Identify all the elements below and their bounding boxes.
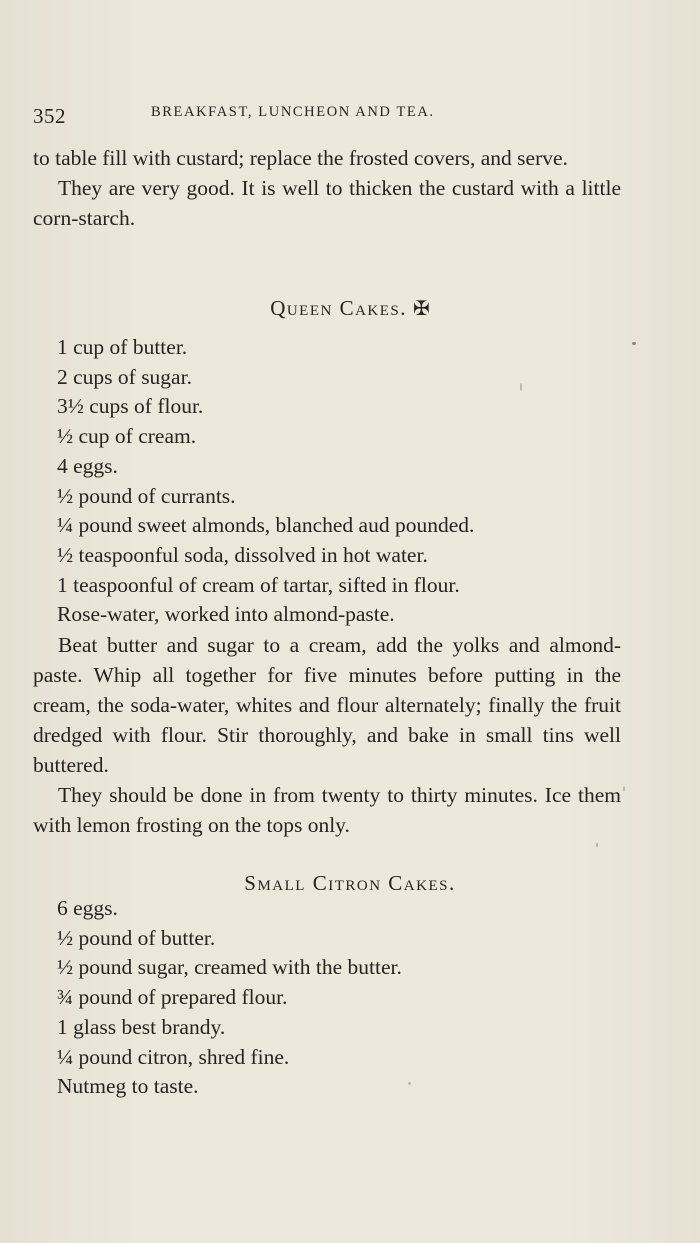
ingredient-item: Rose-water, worked into almond-paste.	[57, 602, 395, 627]
small-citron-cakes-heading	[0, 871, 700, 896]
ingredient-item: 1 glass best brandy.	[57, 1014, 226, 1039]
paper-speck	[623, 786, 625, 791]
small-citron-cakes-ingredient-list	[57, 894, 402, 1102]
ingredient-item: 2 cups of sugar.	[57, 364, 192, 389]
method-paragraph-2: They should be done in from twenty to thirty minutes. Ice them with lemon frosting on the tops only.	[33, 783, 621, 837]
queen-cakes-title: Queen Cakes.	[270, 296, 408, 320]
ingredient-item: ½ pound of currants.	[57, 483, 236, 508]
ingredient-item: ½ pound of butter.	[57, 925, 216, 950]
method-paragraph-1: Beat butter and sugar to a cream, add the yolks and almond-paste. Whip all together for five minutes before putting in the cream, the soda-water, whites and flour alternately; finally the fruit dredged with flour. Stir thoroughly, and bake in small tins well buttered.	[33, 633, 621, 777]
ingredient-item: ¾ pound of prepared flour.	[57, 985, 288, 1010]
ingredient-item: ½ pound sugar, creamed with the butter.	[57, 955, 402, 980]
queen-cakes-heading	[0, 296, 700, 321]
paper-speck	[596, 843, 598, 847]
cross-icon: ✠	[413, 298, 430, 320]
ingredient-item: 3½ cups of flour.	[57, 394, 204, 419]
page-header	[33, 100, 622, 130]
ingredient-item: 6 eggs.	[57, 896, 118, 920]
running-head: BREAKFAST, LUNCHEON AND TEA.	[151, 104, 435, 120]
ingredient-item: 1 cup of butter.	[57, 335, 188, 359]
ingredient-item: ¼ pound citron, shred fine.	[57, 1044, 290, 1069]
intro-paragraph-1: to table fill with custard; replace the frosted covers, and serve.	[33, 146, 568, 170]
ingredient-item: 1 teaspoonful of cream of tartar, sifted in flour.	[57, 572, 460, 597]
ingredient-item: ½ cup of cream.	[57, 424, 197, 449]
paper-speck	[632, 342, 636, 345]
intro-paragraph-2: They are very good. It is well to thicken the custard with a little corn-starch.	[33, 176, 621, 230]
ingredient-item: ½ teaspoonful soda, dissolved in hot water.	[57, 542, 428, 567]
paper-speck	[408, 1082, 411, 1085]
queen-cakes-method	[33, 630, 621, 840]
page-number: 352	[33, 104, 66, 128]
ingredient-item: ¼ pound sweet almonds, blanched aud pounded.	[57, 513, 475, 538]
paper-speck	[520, 383, 522, 391]
ingredient-item: 4 eggs.	[57, 453, 118, 478]
intro-section	[33, 143, 621, 233]
small-citron-cakes-title: Small Citron Cakes.	[244, 871, 456, 895]
queen-cakes-ingredient-list	[57, 333, 474, 630]
ingredient-item: Nutmeg to taste.	[57, 1074, 199, 1099]
